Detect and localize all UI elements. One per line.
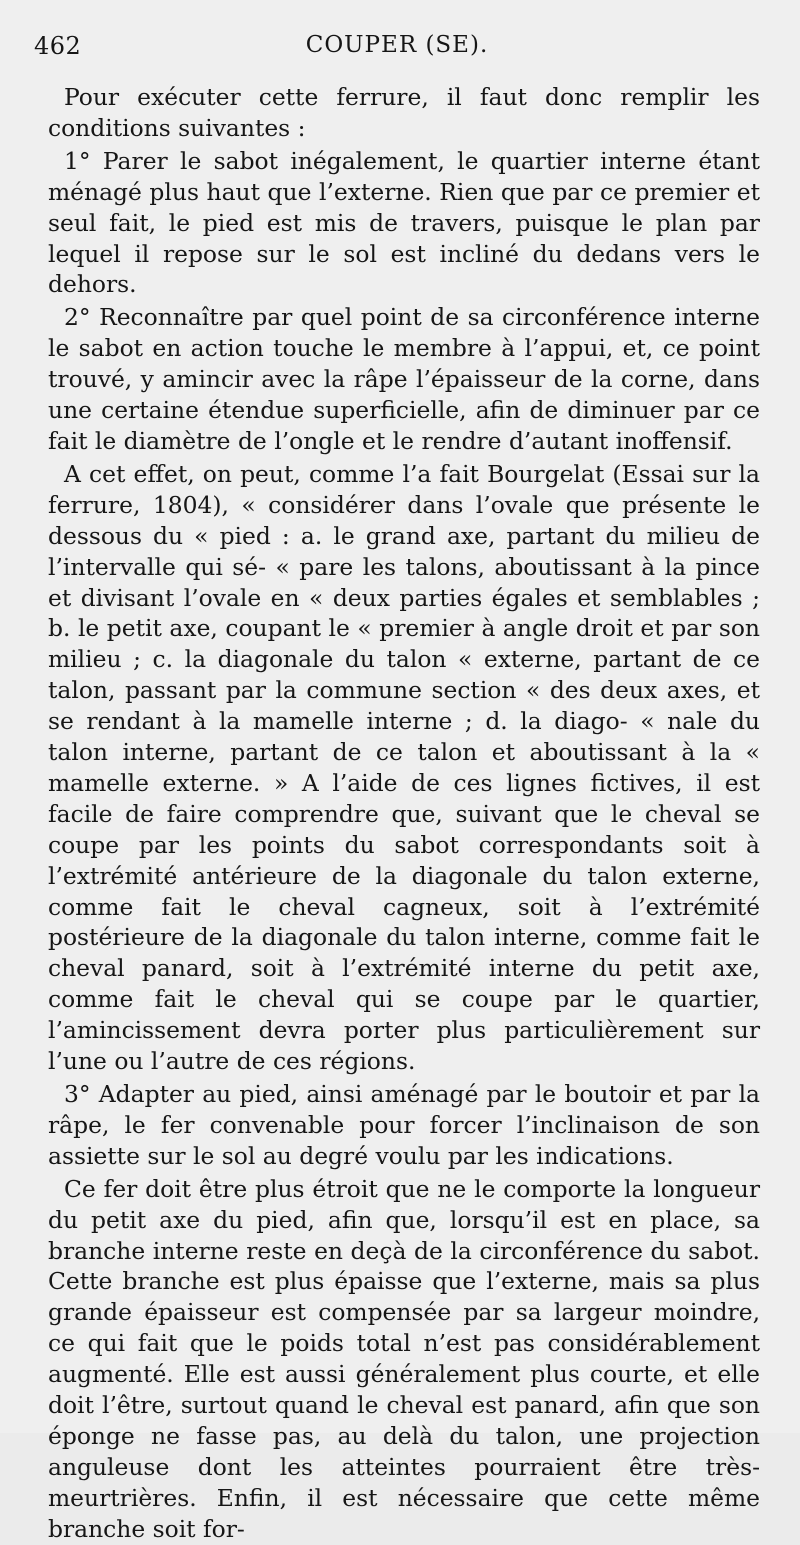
paragraph-condition-1: 1° Parer le sabot inégalement, le quartier interne étant ménagé plus haut que l’externe. Rien que par ce premier et seul fait, le pied est mis de travers, puisque le plan par lequel il repose sur le sol est incliné du dedans vers le dehors. [48, 146, 760, 299]
page-number: 462 [34, 32, 82, 60]
paragraph-condition-2: 2° Reconnaître par quel point de sa circonférence interne le sabot en action touche le membre à l’appui, et, ce point trouvé, y amincir avec la râpe l’épaisseur de la corne, dans une certaine étendue superficielle, afin de diminuer par ce fait le diamètre de l’ongle et le rendre d’autant inoffensif. [48, 303, 760, 455]
paragraph-intro: Pour exécuter cette ferrure, il faut donc remplir les conditions suivantes : [48, 83, 760, 142]
body-text [48, 82, 760, 1545]
paragraph-bourgelat: A cet effet, on peut, comme l’a fait Bourgelat (Essai sur la ferrure, 1804), « considérer dans l’ovale que présente le dessous du « pied : a. le grand axe, partant du milieu de l’intervalle qui sé- « pare les talons, aboutissant à la pince et divisant l’ovale en « deux parties égales et semblables ; b. le petit axe, coupant le « premier à angle droit et par son milieu ; c. la diagonale du talon « externe, partant de ce talon, passant par la commune section « des deux axes, et se rendant à la mamelle interne ; d. la diago- « nale du talon interne, partant de ce talon et aboutissant à la « mamelle externe. » A l’aide de ces lignes fictives, il est facile de faire comprendre que, suivant que le cheval se coupe par les points du sabot correspondants soit à l’extrémité antérieure de la diagonale du talon externe, comme fait le cheval cagneux, soit à l’extrémité postérieure de la diagonale du talon interne, comme fait le cheval panard, soit à l’extrémité interne du petit axe, comme fait le cheval qui se coupe par le quartier, l’amincissement devra porter plus particulièrement sur l’une ou l’autre de ces régions. [48, 459, 760, 1076]
paragraph-condition-3: 3° Adapter au pied, ainsi aménagé par le boutoir et par la râpe, le fer convenable pour forcer l’inclinaison de son assiette sur le sol au degré voulu par les indications. [48, 1080, 760, 1170]
running-title: COUPER (SE). [305, 32, 489, 58]
page-header [34, 26, 760, 66]
paragraph-fer: Ce fer doit être plus étroit que ne le comporte la longueur du petit axe du pied, afin que, lorsqu’il est en place, sa branche interne reste en deçà de la circonférence du sabot. Cette branche est plus épaisse que l’externe, mais sa plus grande épaisseur est compensée par sa largeur moindre, ce qui fait que le poids total n’est pas considérablement augmenté. Elle est aussi généralement plus courte, et elle doit l’être, surtout quand le cheval est panard, afin que son éponge ne fasse pas, au delà du talon, une projection anguleuse dont les atteintes pourraient être très-meurtrières. Enfin, il est nécessaire que cette même branche soit for- [48, 1174, 760, 1543]
